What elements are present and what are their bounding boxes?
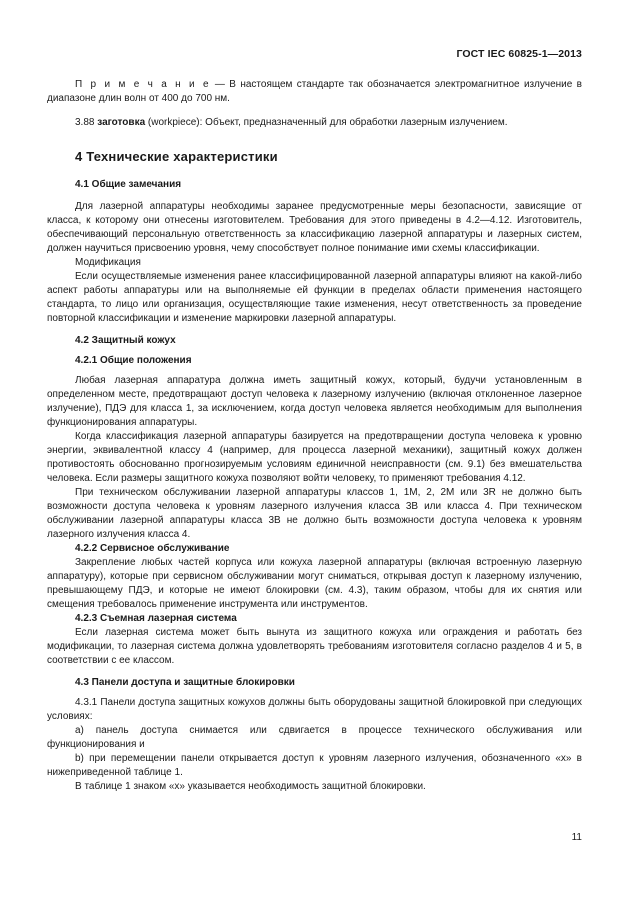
modification-label: Модификация: [75, 257, 141, 268]
term-english: (workpiece): [145, 117, 200, 128]
s4-3-paragraph-2: В таблице 1 знаком «х» указывается необходимость защитной блокировки.: [75, 781, 426, 792]
s4-1-paragraph-1: Для лазерной аппаратуры необходимы заранее предусмотренные меры безопасности, зависящие от класса, к которому они отнесены изготовителем. Требования для этого приведены в 4.2—4.12. Изготовитель, обеспечивающий персональную ответственность за классификацию лазерной аппаратуры и лазерных систем, должен научиться присвоению уровня, чему способствует полное понимание ими схемы классификации.: [47, 201, 582, 254]
document-header: ГОСТ IEC 60825-1—2013: [456, 48, 582, 60]
list-item-b: b) при перемещении панели открывается доступ к уровням лазерного излучения, обозначенного «х» в нижеприведенной таблице 1.: [47, 753, 582, 778]
section-4-2-1-title: 4.2.1 Общие положения: [75, 355, 192, 366]
note-label: П р и м е ч а н и е: [75, 79, 211, 90]
note-paragraph: [47, 78, 582, 106]
term-name: заготовка: [97, 117, 146, 128]
section-4-3-title: 4.3 Панели доступа и защитные блокировки: [75, 677, 295, 688]
s4-2-2-paragraph: Закрепление любых частей корпуса или кожуха лазерной аппаратуры (включая встроенную лазерную аппаратуру), которые при сервисном обслуживании могут сниматься, открывая доступ к лазерному излучению, превышающему ПДЭ, и которые не имеют блокировки (см. 4.3), таким образом, чтобы для их снятия или смещения требовалось применение инструмента или инструментов.: [47, 557, 582, 610]
s4-2-1-paragraph-1: Любая лазерная аппаратура должна иметь защитный кожух, который, будучи установленным в определенном месте, предотвращают доступ человека к лазерному излучению (включая отклоненное лазерное излучение), ПДЭ для класса 1, за исключением, когда доступ человека является необходимым для выполнения функционирования аппаратуры.: [47, 375, 582, 428]
note-text: — В настоящем стандарте так обозначается электромагнитное излучение в диапазоне длин волн от 400 до 700 нм.: [47, 79, 582, 104]
term-number: 3.88: [75, 117, 98, 128]
term-3-88: [47, 116, 582, 130]
section-4-2-title: 4.2 Защитный кожух: [75, 335, 176, 346]
section-4-title: 4 Технические характеристики: [75, 149, 278, 164]
term-definition: : Объект, предназначенный для обработки лазерным излучением.: [199, 117, 508, 128]
list-item-a: а) панель доступа снимается или сдвигается в процессе технического обслуживания или функционирования и: [47, 725, 582, 750]
s4-1-paragraph-2: Если осуществляемые изменения ранее классифицированной лазерной аппаратуры влияют на какой-либо аспект работы аппаратуры или на выполняемые ей функции в пределах области применения настоящего стандарта, то лицо или организация, осуществляющие такие изменения, несут ответственность за проведение повторной классификации и изменение маркировки лазерной аппаратуры.: [47, 271, 582, 324]
s4-2-1-paragraph-3: При техническом обслуживании лазерной аппаратуры классов 1, 1М, 2, 2М или 3R не должно быть возможности доступа человека к уровням лазерного излучения класса 3В или класса 4. При техническом обслуживании лазерной аппаратуры класса 3В не должно быть возможности доступа человека к уровням лазерного излучения класса 4.: [47, 487, 582, 540]
section-4-2-2-title: 4.2.2 Сервисное обслуживание: [75, 543, 230, 554]
section-4-2-3-title: 4.2.3 Съемная лазерная система: [75, 613, 237, 624]
s4-3-1-paragraph: 4.3.1 Панели доступа защитных кожухов должны быть оборудованы защитной блокировкой при следующих условиях:: [47, 697, 582, 722]
s4-2-1-paragraph-2: Когда классификация лазерной аппаратуры базируется на предотвращении доступа человека к уровню энергии, эквивалентной классу 4 (например, для процесса лазерной механики), защитный кожух должен противостоять обоснованно прогнозируемым условиям единичной неисправности (см. 9.1) без вмешательства человека. Если размеры защитного кожуха позволяют войти человеку, то применяют требования 4.12.: [47, 431, 582, 484]
s4-2-3-paragraph: Если лазерная система может быть вынута из защитного кожуха или ограждения и работать без модификации, то лазерная система должна удовлетворять требованиям изготовителя согласно разделов 4 и 5, в соответствии с ее классом.: [47, 627, 582, 666]
section-4-1-title: 4.1 Общие замечания: [75, 179, 182, 190]
page-number: 11: [571, 832, 582, 843]
page-content: [47, 78, 582, 794]
